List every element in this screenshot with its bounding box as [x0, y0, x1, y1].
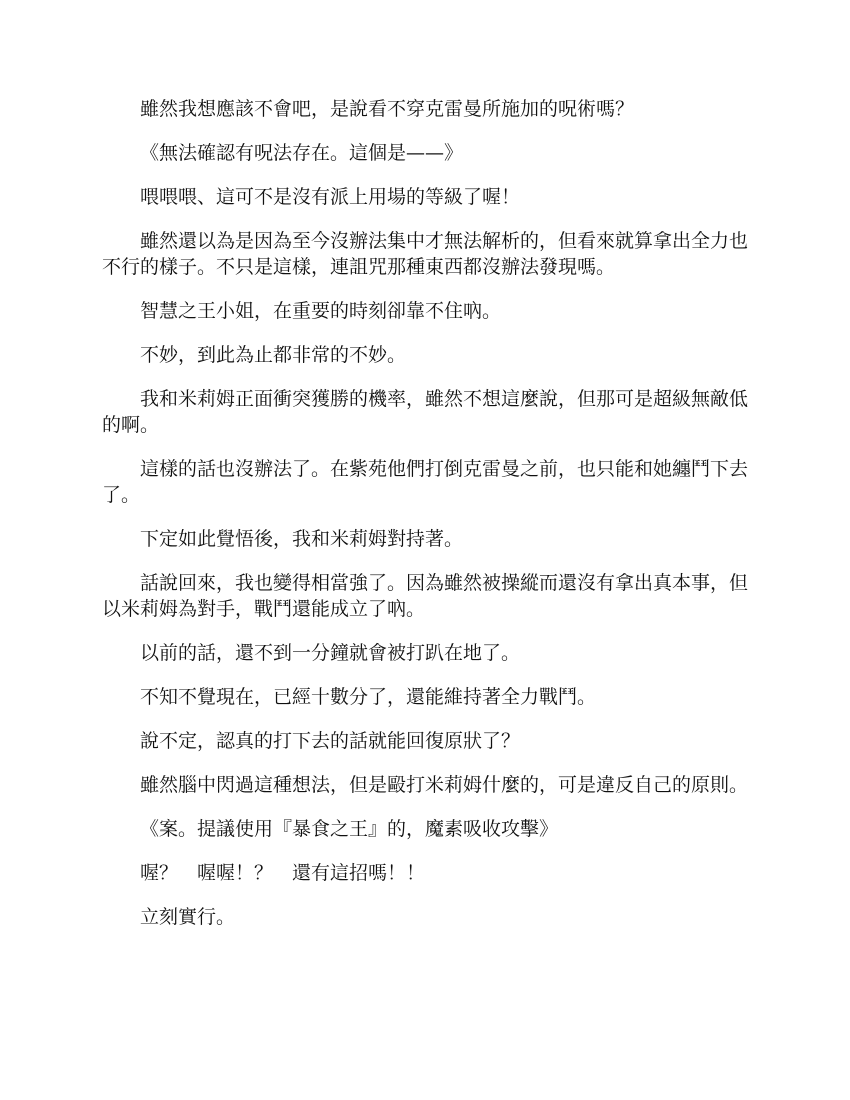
paragraph-11: 以前的話，還不到一分鐘就會被打趴在地了。 — [140, 642, 521, 664]
paragraph-12: 不知不覺現在，已經十數分了，還能維持著全力戰鬥。 — [140, 686, 597, 708]
paragraph-5: 智慧之王小姐，在重要的時刻卻靠不住吶。 — [140, 300, 502, 322]
paragraph-7: 我和米莉姆正面衝突獲勝的機率，雖然不想這麼說，但那可是超級無敵低的啊。 — [102, 388, 749, 436]
paragraph-8: 這樣的話也沒辦法了。在紫苑他們打倒克雷曼之前，也只能和她纏鬥下去了。 — [102, 458, 749, 506]
paragraph-15: 《案。提議使用『暴食之王』的，魔素吸收攻擊》 — [140, 818, 559, 840]
document-body — [102, 96, 750, 948]
paragraph-13: 說不定，認真的打下去的話就能回復原狀了？ — [140, 730, 521, 752]
paragraph-17: 立刻實行。 — [140, 906, 236, 928]
paragraph-10: 話說回來，我也變得相當強了。因為雖然被操縱而還沒有拿出真本事，但以米莉姆為對手，戰鬥還能成立了吶。 — [102, 572, 749, 620]
paragraph-1: 雖然我想應該不會吧，是說看不穿克雷曼所施加的呪術嗎？ — [140, 98, 635, 120]
paragraph-4: 雖然還以為是因為至今沒辦法集中才無法解析的，但看來就算拿出全力也不行的樣子。不只是這樣，連詛咒那種東西都沒辦法發現嗎。 — [102, 230, 749, 278]
paragraph-6: 不妙，到此為止都非常的不妙。 — [140, 344, 407, 366]
paragraph-3: 喂喂喂、這可不是沒有派上用場的等級了喔！ — [140, 186, 521, 208]
paragraph-16: 喔？ 喔喔！？ 還有這招嗎！！ — [140, 862, 426, 884]
paragraph-14: 雖然腦中閃過這種想法，但是毆打米莉姆什麼的，可是違反自己的原則。 — [140, 774, 749, 796]
paragraph-9: 下定如此覺悟後，我和米莉姆對持著。 — [140, 528, 464, 550]
paragraph-2: 《無法確認有呪法存在。這個是——》 — [140, 142, 464, 164]
